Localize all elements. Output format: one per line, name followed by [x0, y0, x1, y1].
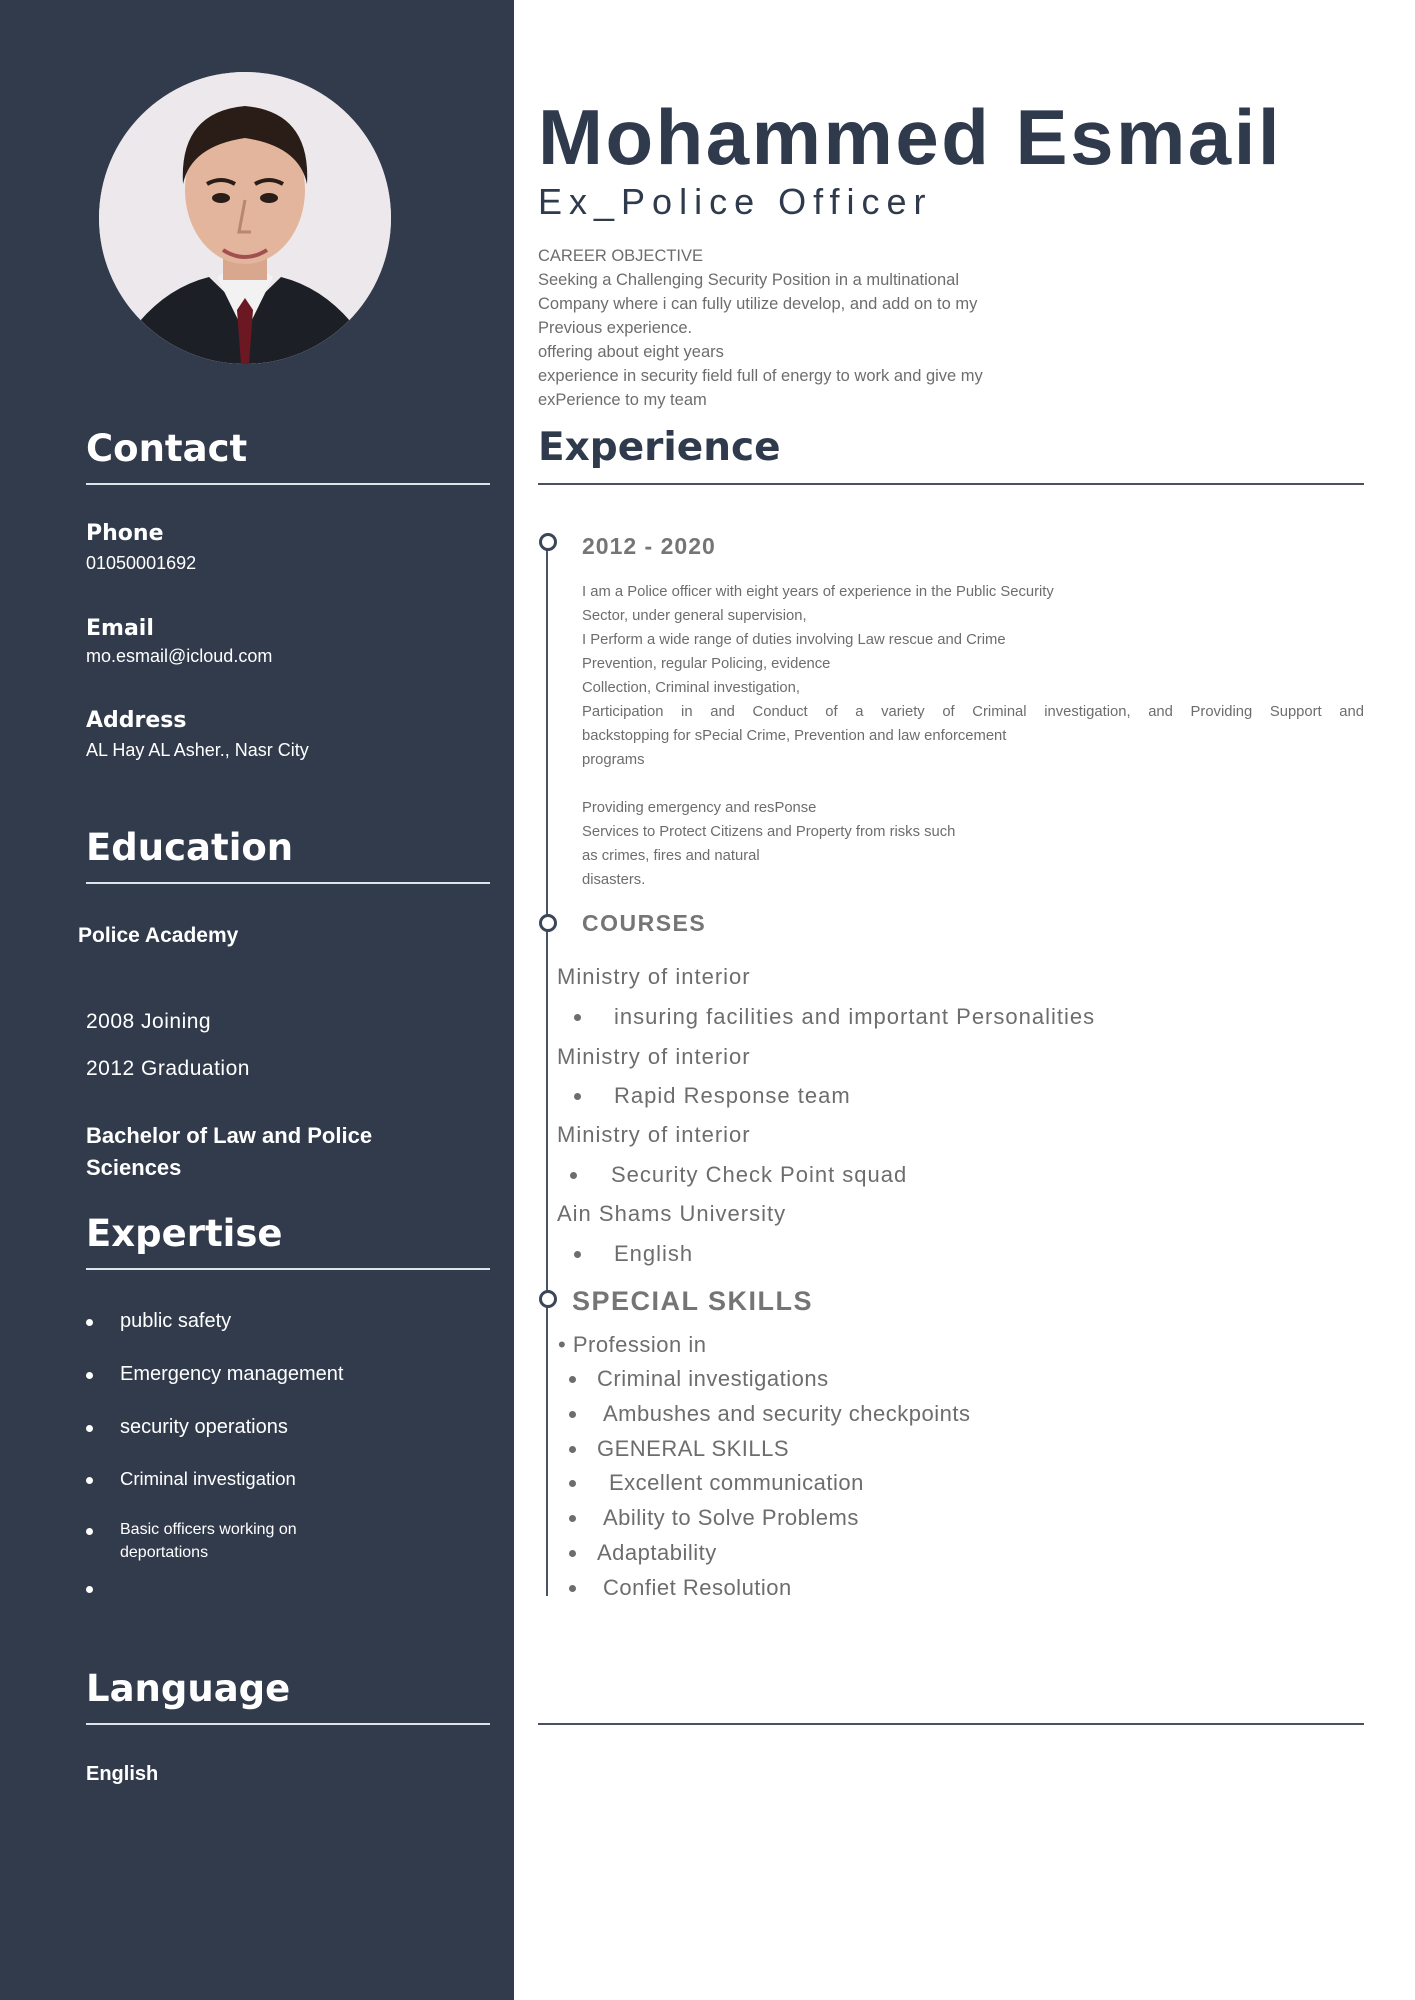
- address-label: Address: [86, 708, 187, 733]
- special-skills-heading: SPECIAL SKILLS: [572, 1286, 814, 1316]
- career-objective: [538, 244, 1098, 412]
- email-value: mo.esmail@icloud.com: [86, 646, 273, 666]
- description-line: Participation in and Conduct of a variety of Criminal investigation, and Providing Support and: [582, 704, 1364, 720]
- school-name: Police Academy: [78, 924, 239, 947]
- course-org: Ain Shams University: [557, 1201, 787, 1226]
- address-value: AL Hay AL Asher., Nasr City: [86, 740, 309, 760]
- bullet-icon: [574, 1251, 581, 1258]
- description-line: Providing emergency and resPonse: [582, 800, 817, 816]
- skills-intro: • Profession in: [558, 1332, 707, 1357]
- timeline-dot: [539, 1290, 557, 1308]
- bullet-icon: [569, 1446, 576, 1453]
- experience-heading: Experience: [538, 425, 781, 470]
- expertise-heading: Expertise: [86, 1212, 283, 1255]
- course-org: Ministry of interior: [557, 964, 751, 989]
- description-line: as crimes, fires and natural: [582, 848, 760, 864]
- description-line: I am a Police officer with eight years of experience in the Public Security: [582, 584, 1054, 600]
- contact-divider: [86, 483, 490, 485]
- language-item: English: [86, 1763, 159, 1785]
- courses-heading: COURSES: [582, 910, 707, 936]
- bottom-divider: [538, 1723, 1364, 1725]
- timeline-dot: [539, 533, 557, 551]
- education-divider: [86, 882, 490, 884]
- description-line: [582, 772, 1364, 796]
- bullet-icon: [569, 1550, 576, 1557]
- description-line: backstopping for sPecial Crime, Prevention and law enforcement: [582, 728, 1007, 744]
- description-line: programs: [582, 752, 645, 768]
- main-content: Mohammed Esmail Ex_Police Officer CAREER OBJECTIVE Seeking a Challenging Security Position in a multinational Company where i can fully utilize develop, and add on to my Previous experience. offering about eight years experience in security field full of energy to work and give my exPerience to my team Experience 2012 - 2020 I am a Police officer with eight years of experience in the Public Security Sector, under general supervision, I Perform a wide range of duties involving Law rescue and Crime Prevention, regular Policing, evidence Collection, Criminal investigation, Participation in and Conduct of a variety of Criminal investigation, and Providing Support and backstopping for sPecial Crime, Prevention and law enforcement programs Providing emergency and resPonse Services to Protect Citizens and Property from risks such as crimes, fires and natural disasters. COURSES Ministry of interior insuring facilities and important Personalities Ministry of interior Rapid Response team Ministry of interior Security Check Point squad Ain Shams University English SPECIAL SKILLS • Profession in Criminal investigations Ambushes and security checkpoints GENERAL SKILLS Excellent communication Ability to Solve Problems Adaptability Confiet Resolution: [514, 0, 1415, 2000]
- bullet-icon: [574, 1014, 581, 1021]
- person-title: Ex_Police Officer: [538, 181, 933, 222]
- objective-line: Previous experience.: [538, 319, 693, 337]
- description-line: Collection, Criminal investigation,: [582, 680, 800, 696]
- bullet-icon: [570, 1172, 577, 1179]
- course-org: Ministry of interior: [557, 1122, 751, 1147]
- language-heading: Language: [86, 1667, 291, 1710]
- education-joining: 2008 Joining: [86, 1010, 212, 1033]
- experience-description: [582, 580, 1364, 892]
- education-heading: Education: [86, 826, 294, 869]
- objective-line: Seeking a Challenging Security Position in a multinational: [538, 271, 959, 289]
- description-line: Sector, under general supervision,: [582, 608, 807, 624]
- objective-line: CAREER OBJECTIVE: [538, 247, 704, 265]
- expertise-divider: [86, 1268, 490, 1270]
- bullet-icon: [574, 1093, 581, 1100]
- profile-photo: [99, 72, 391, 364]
- education-graduation: 2012 Graduation: [86, 1057, 250, 1080]
- objective-line: Company where i can fully utilize develop, and add on to my: [538, 295, 978, 313]
- objective-line: experience in security field full of energy to work and give my: [538, 367, 983, 385]
- email-label: Email: [86, 616, 154, 641]
- experience-divider: [538, 483, 1364, 485]
- experience-period: 2012 - 2020: [582, 533, 716, 559]
- timeline-line: [546, 548, 548, 1596]
- bullet-icon: [569, 1411, 576, 1418]
- bullet-icon: [569, 1585, 576, 1592]
- phone-value: 01050001692: [86, 553, 197, 573]
- bullet-icon: [569, 1515, 576, 1522]
- phone-label: Phone: [86, 521, 164, 546]
- timeline-dot: [539, 914, 557, 932]
- contact-heading: Contact: [86, 427, 248, 470]
- sidebar: Contact Phone 01050001692 Email mo.esmail@icloud.com Address AL Hay AL Asher., Nasr City Education Police Academy 2008 Joining 2012 Graduation Bachelor of Law and Police Sciences Expertise public safety Emergency management security operations Criminal investigation Basic officers working on deportations Language English: [0, 0, 514, 2000]
- objective-line: offering about eight years: [538, 343, 724, 361]
- person-name: Mohammed Esmail: [538, 93, 1283, 181]
- language-divider: [86, 1723, 490, 1725]
- degree-name: Bachelor of Law and Police Sciences: [86, 1123, 373, 1180]
- description-line: Prevention, regular Policing, evidence: [582, 656, 831, 672]
- objective-line: exPerience to my team: [538, 391, 707, 409]
- bullet-icon: [569, 1480, 576, 1487]
- bullet-icon: [569, 1376, 576, 1383]
- description-line: disasters.: [582, 872, 646, 888]
- course-org: Ministry of interior: [557, 1044, 751, 1069]
- person-portrait-icon: [99, 72, 391, 364]
- description-line: Services to Protect Citizens and Property from risks such: [582, 824, 956, 840]
- description-line: I Perform a wide range of duties involving Law rescue and Crime: [582, 632, 1006, 648]
